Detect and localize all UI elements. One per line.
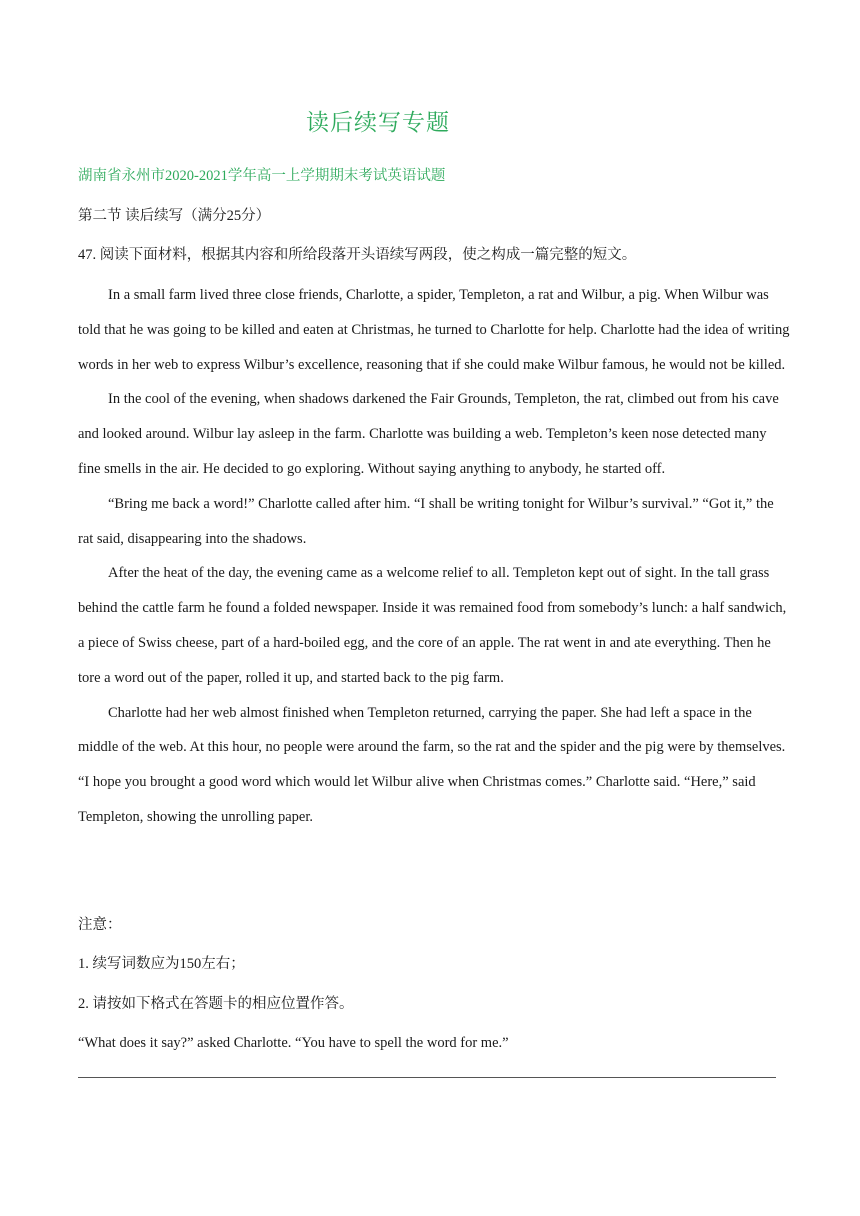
passage-paragraph-1: In a small farm lived three close friends, Charlotte, a spider, Templeton, a rat and Wilbur, a pig. When Wilbur was told that he was going to be killed and eaten at Christmas, he turned to Charlotte for help. Charlotte had the idea of writing words in her web to express Wilbur’s excellence, reasoning that if she could make Wilbur famous, he would not be killed. [78, 287, 790, 373]
passage-paragraph-2: In the cool of the evening, when shadows darkened the Fair Grounds, Templeton, the rat, climbed out from his cave and looked around. Wilbur lay asleep in the farm. Charlotte was building a web. Templeton’s keen nose detected many fine smells in the air. He decided to go exploring. Without saying anything to anybody, he started off. [78, 391, 779, 477]
passage-paragraph-3: “Bring me back a word!” Charlotte called after him. “I shall be writing tonight for Wilbur’s survival.” “Got it,” the rat said, disappearing into the shadows. [78, 495, 774, 547]
question-instruction: 47. 阅读下面材料，根据其内容和所给段落开头语续写两段，使之构成一篇完整的短文。 [78, 247, 637, 263]
page-title: 读后续写专题 [306, 110, 450, 135]
answer-line [78, 1077, 776, 1078]
passage-paragraph-4: After the heat of the day, the evening came as a welcome relief to all. Templeton kept out of sight. In the tall grass behind the cattle farm he found a folded newspaper. Inside it was remained food from somebody’s lunch: a half sandwich, a piece of Swiss cheese, part of a hard-boiled egg, and the core of an apple. The rat went in and ate everything. Then he tore a word out of the paper, rolled it up, and started back to the pig farm. [78, 565, 787, 686]
section-heading: 第二节 读后续写（满分25分） [78, 208, 271, 224]
reading-passage [78, 278, 790, 835]
passage-paragraph-5: Charlotte had her web almost finished when Templeton returned, carrying the paper. She had left a space in the middle of the web. At this hour, no people were around the farm, so the rat and the spider and the pig were by themselves. “I hope you brought a good word which would let Wilbur alive when Christmas comes.” Charlotte said. “Here,” said Templeton, showing the unrolling paper. [78, 704, 786, 825]
notes-heading: 注意： [78, 917, 122, 933]
continuation-opening: “What does it say?” asked Charlotte. “You have to spell the word for me.” [78, 1034, 509, 1051]
note-item-1: 1. 续写词数应为150左右； [78, 956, 245, 973]
notes-block [78, 906, 790, 1063]
note-item-2: 2. 请按如下格式在答题卡的相应位置作答。 [78, 995, 354, 1012]
exam-source: 湖南省永州市2020-2021学年高一上学期期末考试英语试题 [78, 168, 446, 184]
